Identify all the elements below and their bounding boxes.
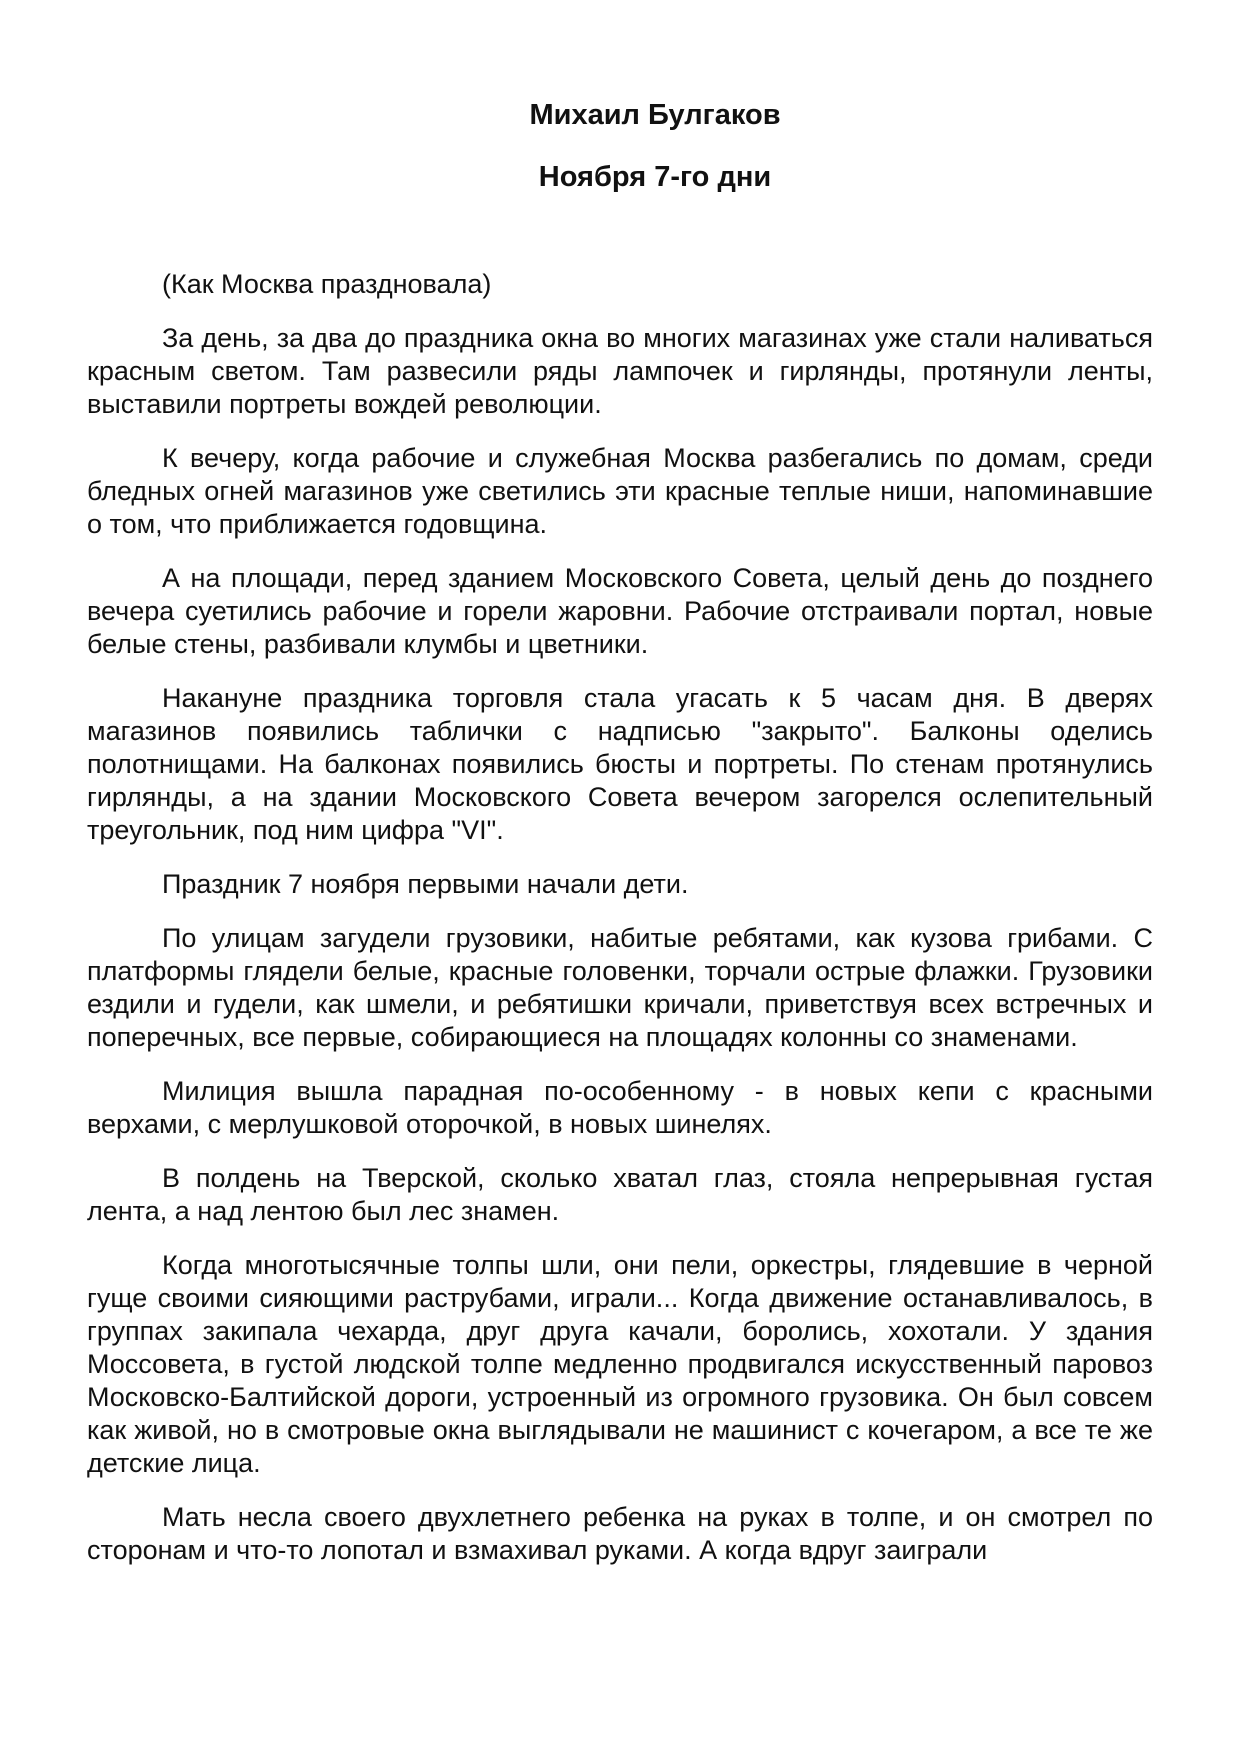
author-heading: Михаил Булгаков bbox=[529, 99, 781, 131]
paragraph: Накануне праздника торговля стала угасать к 5 часам дня. В дверях магазинов появились таблички с надписью "закрыто". Балконы оделись полотнищами. На балконах появились бюсты и портреты. По стенам протянулись гирлянды, а на здании Московского Совета вечером загорелся ослепительный треугольник, под ним цифра "VI". bbox=[87, 683, 1153, 845]
paragraph: По улицам загудели грузовики, набитые ребятами, как кузова грибами. С платформы глядели белые, красные головенки, торчали острые флажки. Грузовики ездили и гудели, как шмели, и ребятишки кричали, приветствуя всех встречных и поперечных, все первые, собирающиеся на площадях колонны со знаменами. bbox=[87, 923, 1153, 1052]
paragraph: К вечеру, когда рабочие и служебная Москва разбегались по домам, среди бледных огней магазинов уже светились эти красные теплые ниши, напоминавшие о том, что приближается годовщина. bbox=[87, 443, 1153, 539]
paragraph-subtitle: (Как Москва праздновала) bbox=[162, 269, 492, 299]
body-text bbox=[87, 268, 1153, 1588]
paragraph: Мать несла своего двухлетнего ребенка на руках в толпе, и он смотрел по сторонам и что-то лопотал и взмахивал руками. А когда вдруг заиграли bbox=[87, 1502, 1153, 1565]
paragraph: Когда многотысячные толпы шли, они пели, оркестры, глядевшие в черной гуще своими сияющими раструбами, играли... Когда движение останавливалось, в группах закипала чехарда, друг друга качали, боролись, хохотали. У здания Моссовета, в густой людской толпе медленно продвигался искусственный паровоз Московско-Балтийской дороги, устроенный из огромного грузовика. Он был совсем как живой, но в смотровые окна выглядывали не машинист с кочегаром, а все те же детские лица. bbox=[87, 1250, 1153, 1478]
paragraph: За день, за два до праздника окна во многих магазинах уже стали наливаться красным светом. Там развесили ряды лампочек и гирлянды, протянули ленты, выставили портреты вождей революции. bbox=[87, 323, 1153, 419]
paragraph: Милиция вышла парадная по-особенному - в новых кепи с красными верхами, с мерлушковой оторочкой, в новых шинелях. bbox=[87, 1076, 1153, 1139]
paragraph: А на площади, перед зданием Московского Совета, целый день до позднего вечера суетились рабочие и горели жаровни. Рабочие отстраивали портал, новые белые стены, разбивали клумбы и цветники. bbox=[87, 563, 1153, 659]
story-title: Ноября 7-го дни bbox=[538, 161, 772, 193]
paragraph: В полдень на Тверской, сколько хватал глаз, стояла непрерывная густая лента, а над лентою был лес знамен. bbox=[87, 1163, 1153, 1226]
paragraph: Праздник 7 ноября первыми начали дети. bbox=[162, 869, 689, 899]
